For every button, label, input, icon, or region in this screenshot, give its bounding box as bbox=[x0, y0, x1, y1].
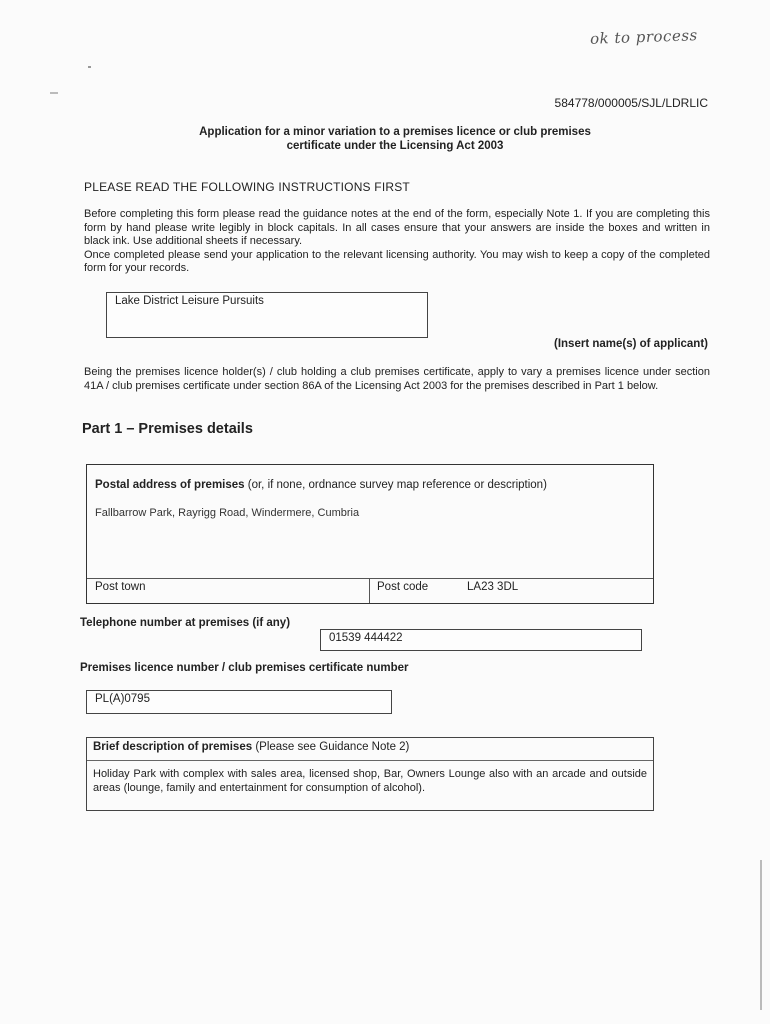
applicant-name-value: Lake District Leisure Pursuits bbox=[115, 295, 264, 307]
postal-address-label-rest: (or, if none, ordnance survey map reference or description) bbox=[244, 479, 547, 491]
instructions-text bbox=[84, 208, 710, 276]
postal-address-value[interactable]: Fallbarrow Park, Rayrigg Road, Windermere, Cumbria bbox=[95, 507, 360, 519]
instructions-paragraph-2: Once completed please send your application to the relevant licensing authority. You may wish to keep a copy of the completed form for your records. bbox=[84, 248, 710, 274]
postal-address-section[interactable] bbox=[86, 464, 654, 604]
scan-speck bbox=[50, 92, 58, 94]
scan-edge-line bbox=[760, 860, 762, 1010]
part1-heading: Part 1 – Premises details bbox=[82, 421, 253, 437]
post-code-value[interactable]: LA23 3DL bbox=[467, 581, 519, 593]
instructions-heading: PLEASE READ THE FOLLOWING INSTRUCTIONS FIRST bbox=[84, 180, 410, 194]
premises-description-value[interactable]: Holiday Park with complex with sales area, licensed shop, Bar, Owners Lounge also with an arcade and outside areas (lounge, family and entertainment for consumption of alcohol). bbox=[93, 768, 647, 794]
telephone-field[interactable] bbox=[320, 629, 642, 651]
licence-number-value: PL(A)0795 bbox=[95, 693, 150, 705]
insert-name-label: (Insert name(s) of applicant) bbox=[554, 338, 708, 350]
premises-description-section[interactable] bbox=[86, 737, 654, 811]
licence-number-label: Premises licence number / club premises certificate number bbox=[80, 662, 409, 674]
handwritten-note: ok to process bbox=[589, 26, 698, 48]
applicant-name-field[interactable] bbox=[106, 292, 428, 338]
form-title bbox=[82, 125, 708, 153]
application-statement: Being the premises licence holder(s) / club holding a club premises certificate, apply to vary a premises licence under section 41A / club premises certificate under section 86A of the Licensing Act 2003 for the premises described in Part 1 below. bbox=[84, 366, 710, 392]
licence-number-field[interactable] bbox=[86, 690, 392, 714]
telephone-value: 01539 444422 bbox=[329, 632, 403, 644]
instructions-paragraph-1: Before completing this form please read the guidance notes at the end of the form, especially Note 1. If you are completing this form by hand please write legibly in block capitals. In all cases ensure that your answers are inside the boxes and written in black ink. Use additional sheets if necessary. bbox=[84, 208, 710, 247]
premises-description-label-bold: Brief description of premises bbox=[93, 741, 253, 753]
scan-speck bbox=[88, 66, 91, 68]
telephone-label: Telephone number at premises (if any) bbox=[80, 617, 291, 629]
premises-description-label bbox=[93, 741, 409, 753]
postal-address-label-bold: Postal address of premises bbox=[95, 479, 245, 491]
postal-address-label bbox=[95, 479, 547, 491]
address-vertical-divider bbox=[369, 578, 370, 603]
form-title-line1: Application for a minor variation to a premises licence or club premises bbox=[199, 126, 591, 138]
premises-description-label-rest: (Please see Guidance Note 2) bbox=[252, 741, 410, 753]
post-town-label: Post town bbox=[95, 581, 146, 593]
form-title-line2: certificate under the Licensing Act 2003 bbox=[286, 140, 504, 152]
address-divider bbox=[87, 578, 653, 579]
reference-number: 584778/000005/SJL/LDRLIC bbox=[554, 96, 708, 110]
description-divider bbox=[87, 760, 653, 761]
post-code-label: Post code bbox=[377, 581, 429, 593]
